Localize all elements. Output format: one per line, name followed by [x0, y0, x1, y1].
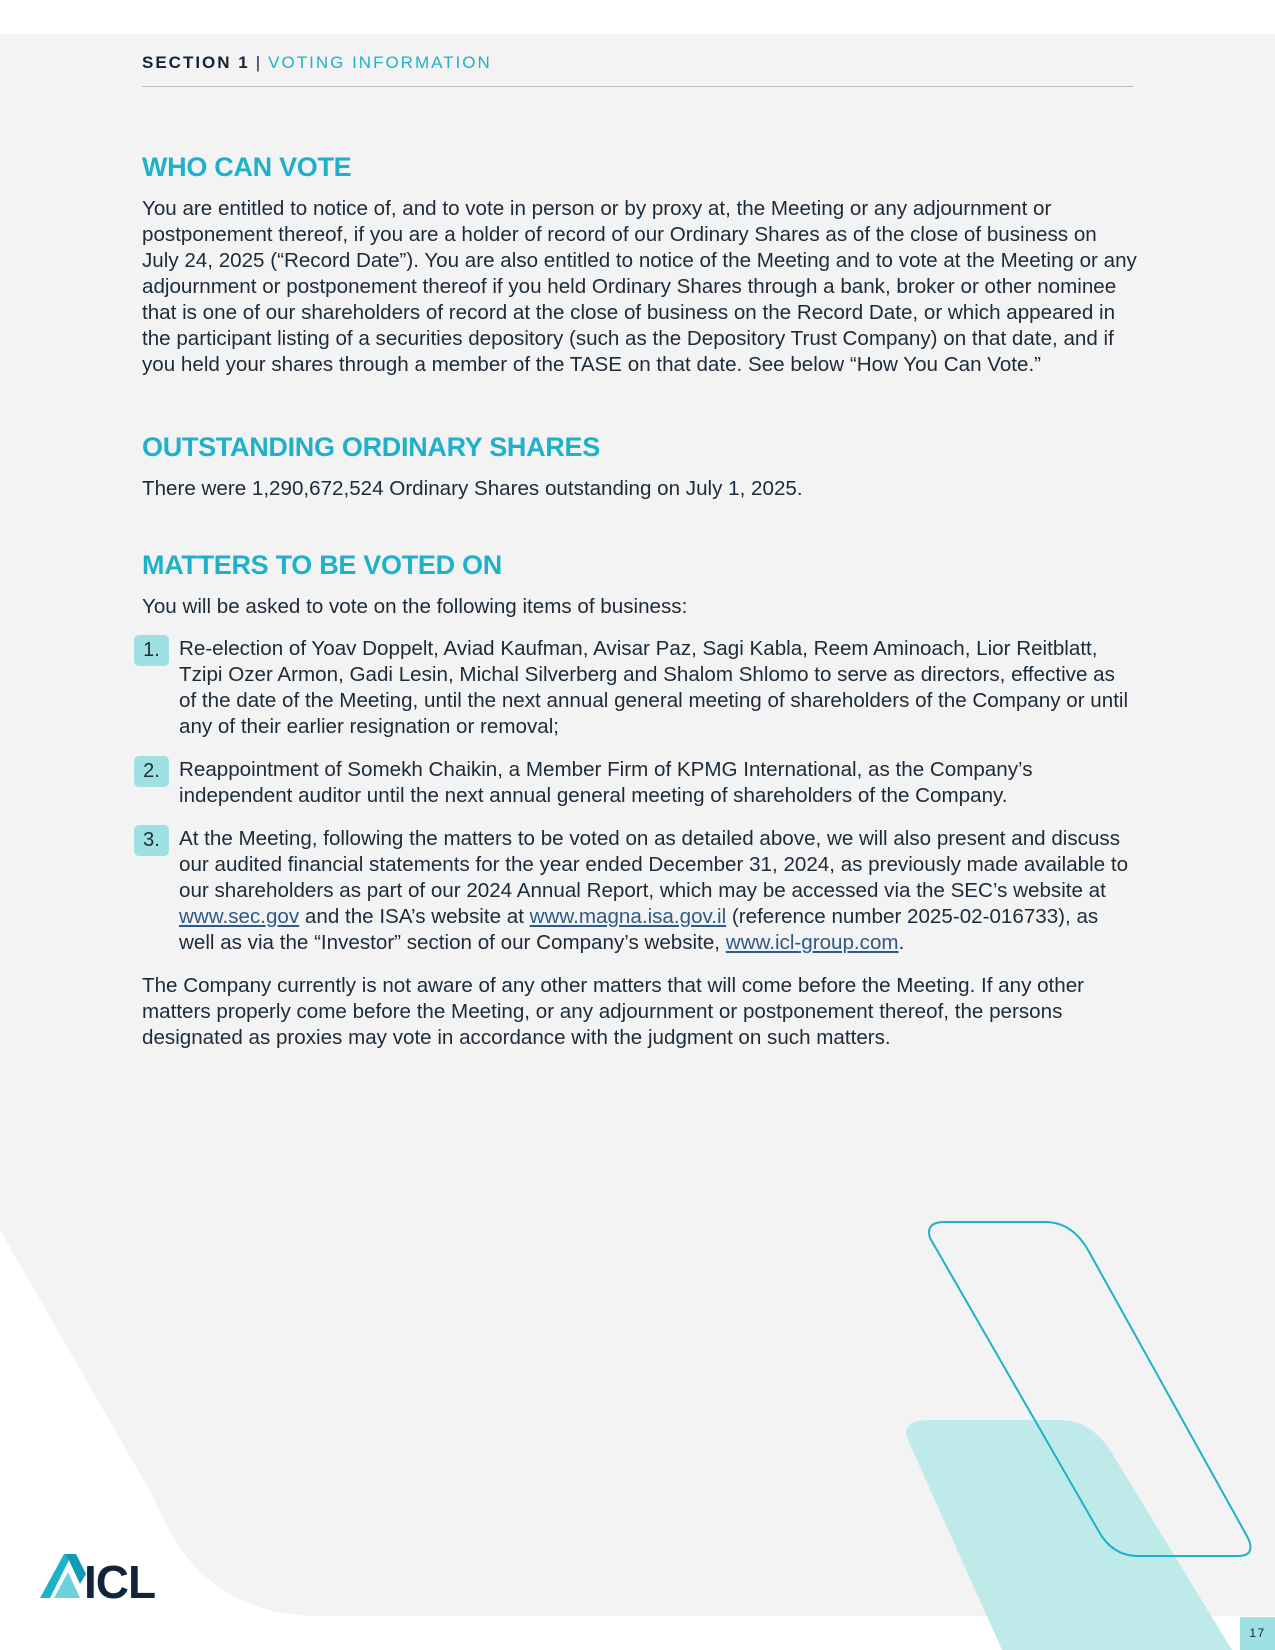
who-can-vote-body: You are entitled to notice of, and to vote in person or by proxy at, the Meeting or any adjournment or postponement thereof, if you are a holder of record of our Ordinary Shares as of the close of business on July 24, 2025 (“Record Date”). You are also entitled to notice of the Meeting and to vote at the Meeting or any adjournment or postponement thereof if you held Ordinary Shares through a bank, broker or other nominee that is one of our shareholders of record at the close of business on the Record Date, or which appeared in the participant listing of a securities depository (such as the Depository Trust Company) on that date, and if you held your shares through a member of the TASE on that date. See below “How You Can Vote.”	[142, 197, 1137, 376]
matters-closing: The Company currently is not aware of any other matters that will come before the Meeting. If any other matters properly come before the Meeting, or any adjournment or postponement thereof, the persons designated as proxies may vote in accordance with the judgment on such matters.	[142, 974, 1085, 1049]
icl-logo	[40, 1548, 166, 1602]
matters-intro: You will be asked to vote on the following items of business:	[142, 595, 688, 618]
item-text-part: At the Meeting, following the matters to be voted on as detailed above, we will also present and discuss our audited financial statements for the year ended December 31, 2024, as previously made available to our shareholders as part of our 2024 Annual Report, which may be accessed via the SEC’s website at	[179, 827, 1129, 902]
section-label: SECTION 1	[142, 53, 250, 72]
page-number: 17	[1240, 1617, 1275, 1650]
teal-band-shape	[906, 1420, 1232, 1650]
item-number-badge: 3.	[134, 825, 169, 856]
main-content	[142, 150, 1137, 1051]
matters-section	[142, 548, 1137, 1051]
list-item	[142, 757, 1137, 809]
item-text	[179, 826, 1137, 956]
item-number-badge: 2.	[134, 756, 169, 787]
logo-wordmark: ICL	[84, 1556, 156, 1602]
sec-website-link[interactable]: www.sec.gov	[179, 905, 300, 928]
icl-website-link[interactable]: www.icl-group.com	[725, 931, 899, 954]
outstanding-shares-body: There were 1,290,672,524 Ordinary Shares outstanding on July 1, 2025.	[142, 477, 803, 500]
section-header	[142, 52, 1133, 74]
header-divider	[142, 86, 1133, 87]
item-text: Re-election of Yoav Doppelt, Aviad Kaufman, Avisar Paz, Sagi Kabla, Reem Aminoach, Lior Reitblatt, Tzipi Ozer Armon, Gadi Lesin, Michal Silverberg and Shalom Shlomo to serve as directors, effective as of the date of the Meeting, until the next annual general meeting of shareholders of the Company or until any of their earlier resignation or removal;	[179, 637, 1129, 738]
list-item	[142, 636, 1137, 740]
item-text-part: and the ISA’s website at	[299, 905, 530, 928]
isa-website-link[interactable]: www.magna.isa.gov.il	[529, 905, 727, 928]
item-text-part: (reference number 2025-02-016733), as well as via the “Investor” section of our Company’s website,	[179, 905, 1099, 954]
matters-heading: MATTERS TO BE VOTED ON	[142, 550, 502, 580]
who-can-vote-section	[142, 150, 1137, 378]
who-can-vote-heading: WHO CAN VOTE	[142, 152, 352, 182]
section-separator: |	[255, 53, 263, 72]
item-text-part: .	[898, 931, 905, 954]
section-topic: VOTING INFORMATION	[268, 53, 492, 72]
outstanding-shares-section	[142, 430, 1137, 502]
item-number-badge: 1.	[134, 635, 169, 666]
item-text: Reappointment of Somekh Chaikin, a Member Firm of KPMG International, as the Company’s independent auditor until the next annual general meeting of shareholders of the Company.	[179, 758, 1033, 807]
matters-list	[142, 636, 1137, 956]
list-item	[142, 826, 1137, 956]
outstanding-shares-heading: OUTSTANDING ORDINARY SHARES	[142, 432, 600, 462]
